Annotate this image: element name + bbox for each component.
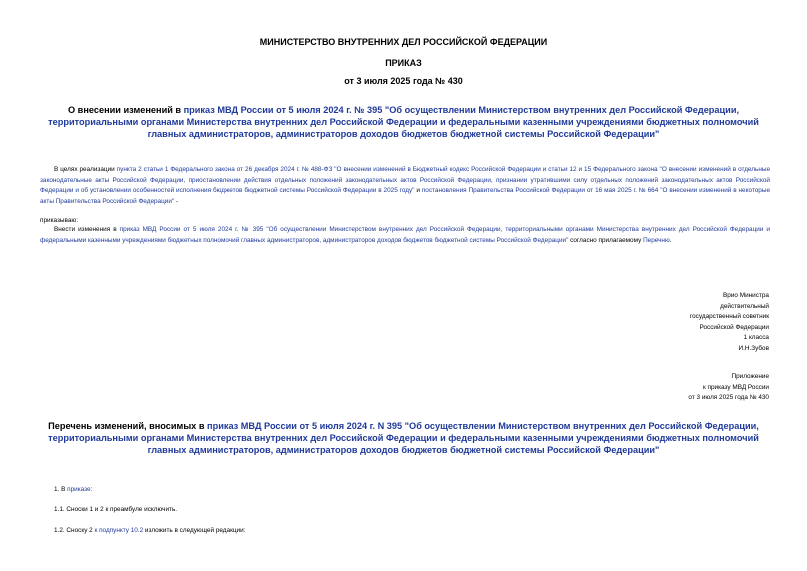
item-1-suffix: : xyxy=(90,486,93,493)
order-paragraph xyxy=(40,225,770,246)
signature-line: Российской Федерации xyxy=(699,323,769,331)
order-amended-link[interactable]: приказ МВД России от 5 июля 2024 г. № 395 "Об осуществлении Министерством внутренних дел Российской Федерации, территориальными органами Министерства внутренних дел Российской Федерации и федеральными казенными учреждениями бюджетных полномочий главных администраторов, администраторов доходов бюджетов бюджетной системы Российской Федерации" xyxy=(40,226,771,244)
list-item-1-1: 1.1. Сноски 1 и 2 к преамбуле исключить. xyxy=(54,506,178,513)
preamble-text-2: и xyxy=(414,187,422,195)
appendix-line: к приказу МВД России xyxy=(702,383,769,391)
signature-line: 1 класса xyxy=(743,334,769,341)
signature-line: действительный xyxy=(720,302,769,310)
appendix-line: от 3 июля 2025 года № 430 xyxy=(688,394,769,401)
list-title-link[interactable]: приказ МВД России от 5 июля 2024 г. N 395 "Об осуществлении Министерством внутренних дел Российской Федерации, территориальными органами Министерства внутренних дел Российской Федерации и федеральными казенными учреждениями бюджетных полномочий главных администраторов, администраторов доходов бюджетов бюджетной системы Российской Федерации" xyxy=(48,421,759,455)
item-1-2-prefix: 1.2. Сноску 2 xyxy=(54,527,95,534)
list-title xyxy=(48,420,759,456)
signature-line: Врио Министра xyxy=(723,292,769,299)
order-text-1: Внести изменения в xyxy=(54,226,120,233)
list-item-1-2 xyxy=(54,527,245,534)
order-text-2: согласно прилагаемому xyxy=(568,236,644,244)
order-title-prefix: О внесении изменений в xyxy=(67,105,184,115)
order-list-link[interactable]: Перечню xyxy=(643,236,670,244)
signature-block xyxy=(690,291,769,354)
appendix-line: Приложение xyxy=(731,373,769,380)
preamble-paragraph xyxy=(40,165,770,207)
list-title-prefix: Перечень изменений, вносимых в xyxy=(48,421,208,431)
prikazyvayu-label: приказываю: xyxy=(40,217,78,224)
order-title-link[interactable]: приказ МВД России от 5 июля 2024 г. № 395 "Об осуществлении Министерством внутренних дел Российской Федерации, территориальными органами Министерства внутренних дел Российской Федерации и федеральными казенными учреждениями бюджетных полномочий главных администраторов, администраторов доходов бюджетов бюджетной системы Российской Федерации" xyxy=(48,105,759,139)
item-1-2-suffix: изложить в следующей редакции: xyxy=(143,527,246,534)
signature-name: И.Н.Зубов xyxy=(738,344,769,352)
preamble-text-1: В целях реализации xyxy=(54,166,117,173)
ministry-heading: МИНИСТЕРСТВО ВНУТРЕННИХ ДЕЛ РОССИЙСКОЙ ФЕДЕРАЦИИ xyxy=(259,37,548,47)
order-text-3: . xyxy=(669,236,672,244)
order-title xyxy=(48,104,759,140)
preamble-law-link[interactable]: пункта 2 статьи 1 Федерального закона от 26 декабря 2024 г. № 488-ФЗ "О внесении изменений в Бюджетный кодекс Российской Федерации и статьи 12 и 15 Федерального закона "О внесении изменений в отдельные законодательные акты Российской Федерации, приостановлении действия отдельных положений законодательных актов Российской Федерации, признании утратившими силу отдельных положений законодательных актов Российской Федерации и об установлении особенностей исполнения бюджетов бюджетной системы Российской Федерации в 2025 году" xyxy=(40,166,770,195)
signature-line: государственный советник xyxy=(689,313,769,320)
item-1-prefix: 1. В xyxy=(54,486,68,493)
preamble-decree-link[interactable]: постановления Правительства Российской Федерации от 16 мая 2025 г. № 664 "О внесении изменений в некоторые акты Правительства Российской Федерации" xyxy=(40,187,770,205)
preamble-text-3: - xyxy=(174,197,179,205)
item-1-2-link[interactable]: к подпункту 10.2 xyxy=(94,527,144,534)
order-date-number: от 3 июля 2025 года № 430 xyxy=(344,76,463,86)
doc-type-heading: ПРИКАЗ xyxy=(385,58,422,68)
appendix-block xyxy=(688,372,769,404)
item-1-link[interactable]: приказе xyxy=(67,486,91,493)
list-item-1 xyxy=(54,486,92,493)
